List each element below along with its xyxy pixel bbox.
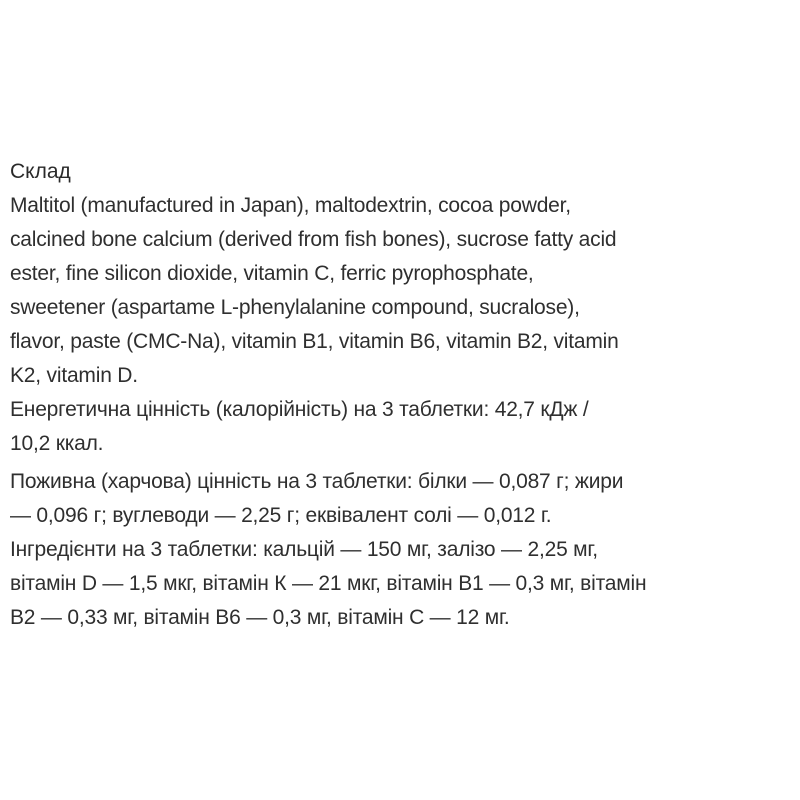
composition-line: calcined bone calcium (derived from fish bones), sucrose fatty acid: [10, 228, 617, 251]
ingredients-line: B2 — 0,33 мг, вітамін B6 — 0,3 мг, вітамін С — 12 мг.: [10, 606, 510, 629]
composition-line: flavor, paste (CMC-Na), vitamin B1, vitamin B6, vitamin B2, vitamin: [10, 330, 619, 353]
composition-line: ester, fine silicon dioxide, vitamin C, ferric pyrophosphate,: [10, 262, 534, 285]
nutrition-line: Поживна (харчова) цінність на 3 таблетки: білки — 0,087 г; жири: [10, 470, 624, 493]
ingredients-line: вітамін D — 1,5 мкг, вітамін К — 21 мкг, вітамін B1 — 0,3 мг, вітамін: [10, 572, 647, 595]
ingredients-paragraph: [10, 533, 790, 635]
nutrition-line: — 0,096 г; вуглеводи — 2,25 г; еквівалент солі — 0,012 г.: [10, 504, 552, 527]
energy-line: Енергетична цінність (калорійність) на 3 таблетки: 42,7 кДж /: [10, 398, 589, 421]
energy-paragraph: [10, 393, 790, 461]
composition-line: K2, vitamin D.: [10, 364, 138, 387]
nutrition-paragraph: [10, 465, 790, 533]
composition-line: Maltitol (manufactured in Japan), maltodextrin, cocoa powder,: [10, 194, 571, 217]
product-composition-document: [10, 155, 790, 635]
composition-paragraph: [10, 189, 790, 393]
ingredients-line: Інгредієнти на 3 таблетки: кальцій — 150 мг, залізо — 2,25 мг,: [10, 538, 598, 561]
energy-line: 10,2 ккал.: [10, 432, 104, 455]
composition-line: sweetener (aspartame L-phenylalanine compound, sucralose),: [10, 296, 580, 319]
section-title: Склад: [10, 160, 71, 183]
